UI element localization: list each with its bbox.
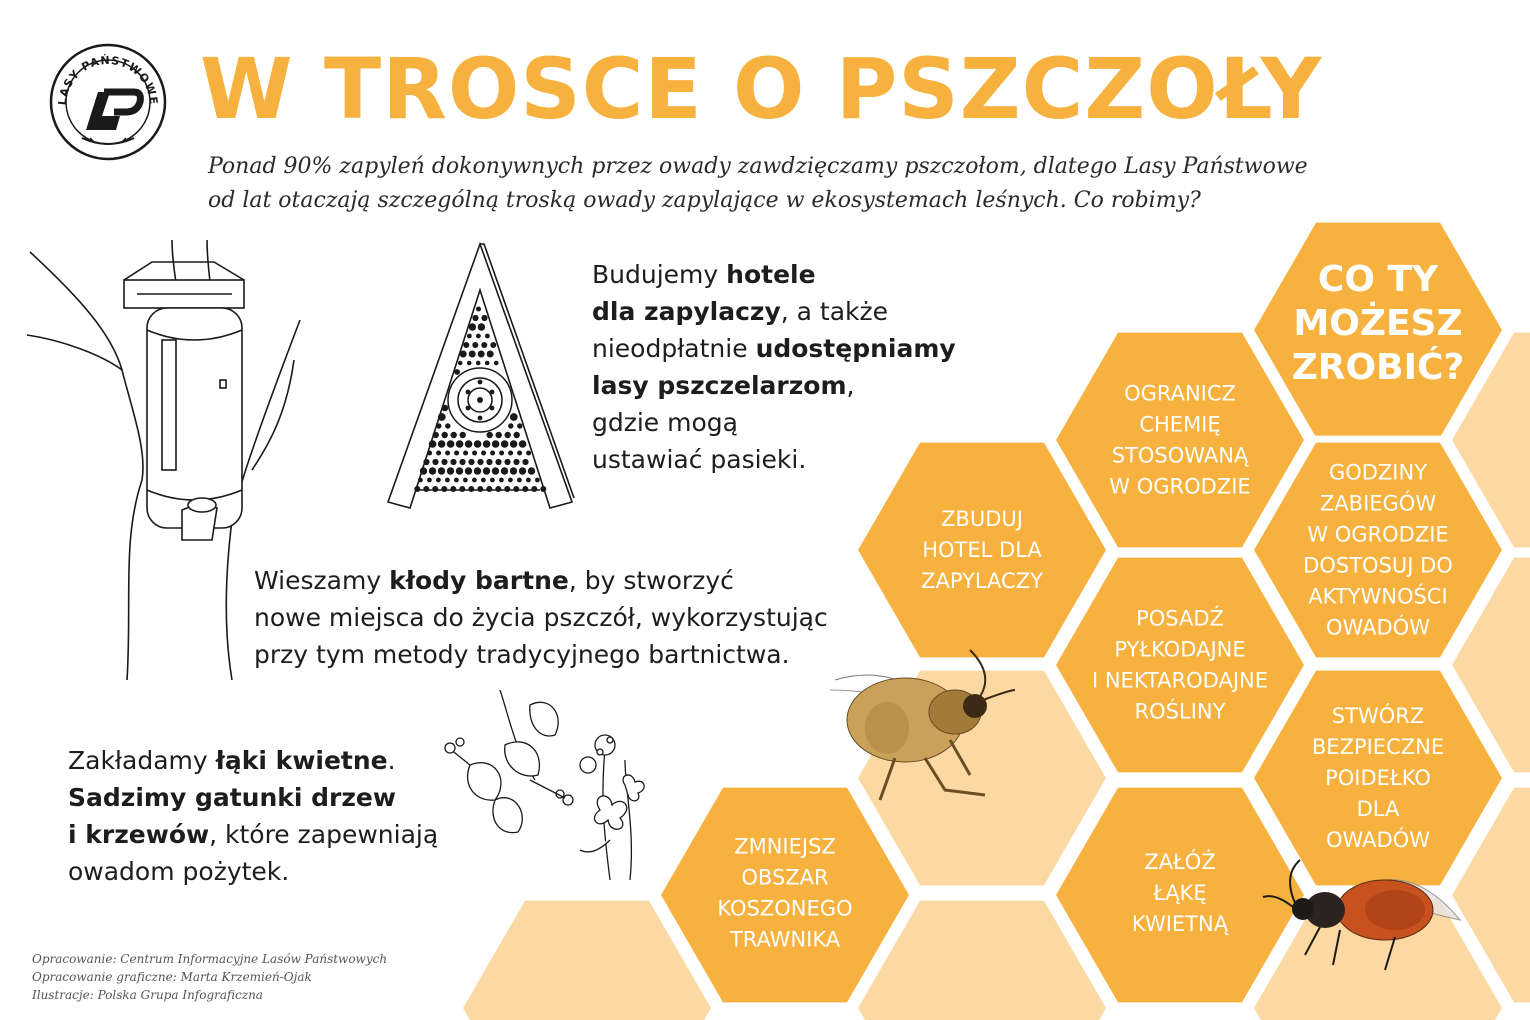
intro-text [208,150,1408,218]
meadows-text [68,742,438,890]
credits-line-3: Ilustracje: Polska Grupa Infograficzna [32,988,263,1002]
hotels-line-3: nieodpłatnie udostępniamy [592,334,956,363]
cta-heading-line-3: ZROBIĆ? [1291,347,1465,388]
tip-plants-line-4: ROŚLINY [1134,699,1226,724]
hotels-line-2: dla zapylaczy, a także [592,297,889,326]
tip-meadow-line-1: ZAŁÓŻ [1144,850,1216,874]
logs-line-3: przy tym metody tradycyjnego bartnictwa. [254,640,790,669]
tip-hours-line-5: AKTYWNOŚCI [1308,584,1448,609]
meadows-line-2: Sadzimy gatunki drzew [68,783,396,812]
tip-shelter-line-2: BEZPIECZNE [1311,735,1445,759]
tip-hours-line-1: GODZINY [1328,460,1428,485]
tip-chemicals-line-1: OGRANICZ [1124,381,1236,406]
tip-lawn-line-3: KOSZONEGO [717,896,853,921]
cta-heading-line-2: MOŻESZ [1293,303,1463,344]
lasy-panstwowe-logo [48,42,168,162]
linden-clover-illustration [440,690,670,880]
tip-shelter-line-5: OWADÓW [1326,828,1430,852]
tip-hours-line-6: OWADÓW [1326,615,1430,640]
hotels-line-6: ustawiać pasieki. [592,445,807,474]
logs-line-2: nowe miejsca do życia pszczół, wykorzystując [254,603,828,632]
logs-line-1: Wieszamy kłody bartne, by stworzyć [254,566,734,595]
tip-plants-line-2: PYŁKODAJNE [1114,637,1246,662]
credits-line-2: Opracowanie graficzne: Marta Krzemień-Ojak [32,970,312,984]
tip-chemicals-line-3: STOSOWANĄ [1111,443,1249,468]
credits-line-1: Opracowanie: Centrum Informacyjne Lasów Państwowych [32,952,388,966]
intro-line-1: Ponad 90% zapyleń dokonywnych przez owady zawdzięczamy pszczołom, dlatego Lasy Państwowe [208,154,1308,179]
intro-line-2: od lat otaczają szczególną troską owady zapylające w ekosystemach leśnych. Co robimy? [208,188,1201,213]
tip-hotel-line-3: ZAPYLACZY [921,569,1043,593]
hotels-line-5: gdzie mogą [592,408,738,437]
tip-meadow-line-3: KWIETNĄ [1131,912,1229,936]
meadows-line-3: i krzewów, które zapewniają [68,820,439,849]
tip-plants-line-3: I NEKTARODAJNE [1091,668,1269,693]
meadows-line-1: Zakładamy łąki kwietne. [68,746,396,775]
page-title: W TROSCE O PSZCZOŁY [200,40,1323,138]
tip-shelter-line-4: DLA [1356,797,1400,821]
logo-text: LASY PAŃSTWOWE [55,53,161,106]
logs-text [254,562,828,673]
tip-chemicals-line-2: CHEMIĘ [1139,412,1221,437]
tip-hotel-line-1: ZBUDUJ [941,507,1023,531]
tip-lawn-line-4: TRAWNIKA [729,927,841,952]
tip-shelter-line-3: POIDEŁKO [1325,766,1431,790]
tip-hours-line-2: ZABIEGÓW [1319,491,1437,516]
hotels-text [592,256,956,478]
tip-lawn-line-1: ZMNIEJSZ [734,834,836,859]
tip-lawn-line-2: OBSZAR [741,865,829,890]
tip-chemicals-line-4: W OGRODZIE [1109,474,1251,499]
hotels-line-1: Budujemy hotele [592,260,816,289]
credits [32,950,387,1004]
hotels-line-4: lasy pszczelarzom, [592,371,855,400]
insect-hotel-illustration [380,240,580,520]
meadows-line-4: owadom pożytek. [68,857,290,886]
tip-hours-line-3: W OGRODZIE [1307,522,1449,547]
cta-heading-line-1: CO TY [1317,259,1439,300]
tip-hours-line-4: DOSTOSUJ DO [1303,553,1453,578]
tip-plants-line-1: POSADŹ [1136,606,1224,631]
tip-meadow-line-2: ŁĄKĘ [1153,881,1207,905]
tip-shelter-line-1: STWÓRZ [1331,704,1425,728]
tip-hotel-line-2: HOTEL DLA [922,538,1042,562]
